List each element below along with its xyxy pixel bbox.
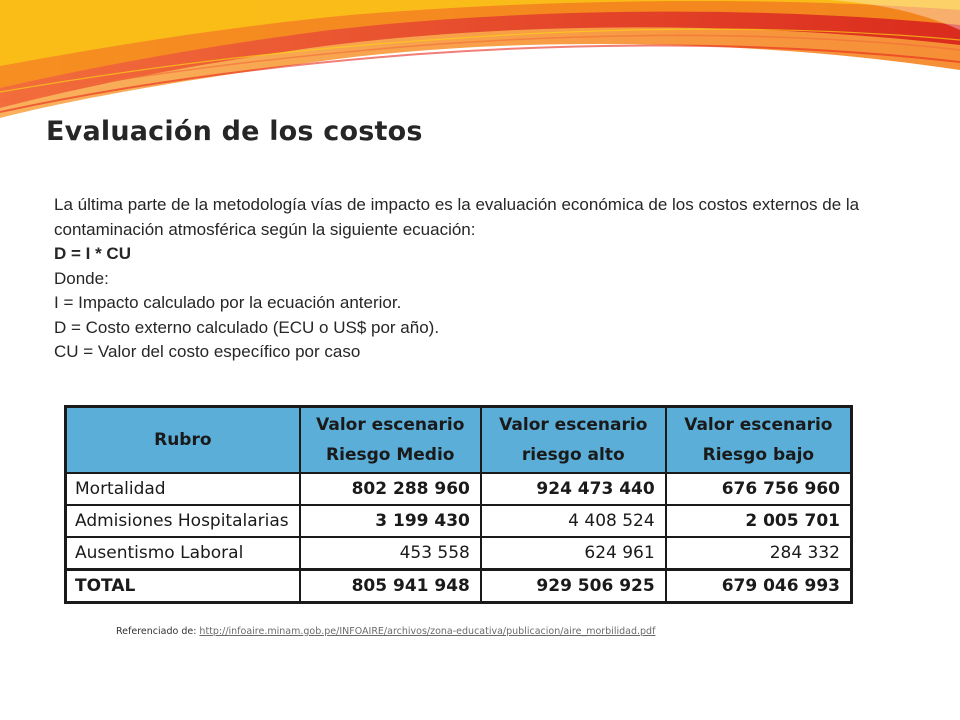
cell-alto: 624 961 bbox=[481, 537, 666, 570]
cost-table bbox=[64, 405, 853, 604]
cell-bajo: 284 332 bbox=[666, 537, 852, 570]
cell-rubro: Ausentismo Laboral bbox=[66, 537, 300, 570]
table-total-row bbox=[66, 570, 852, 603]
cell-alto: 924 473 440 bbox=[481, 473, 666, 505]
table-row bbox=[66, 505, 852, 537]
table-row bbox=[66, 473, 852, 505]
cell-medio: 3 199 430 bbox=[300, 505, 481, 537]
reference-label: Referenciado de: bbox=[116, 626, 200, 637]
cell-bajo: 676 756 960 bbox=[666, 473, 852, 505]
reference-note bbox=[116, 626, 655, 637]
cell-rubro: TOTAL bbox=[66, 570, 300, 603]
table-header-row bbox=[66, 407, 852, 474]
header-riesgo-alto: Valor escenario riesgo alto bbox=[481, 407, 666, 474]
header-riesgo-medio: Valor escenario Riesgo Medio bbox=[300, 407, 481, 474]
cell-bajo: 679 046 993 bbox=[666, 570, 852, 603]
equation: D = I * CU bbox=[54, 244, 131, 263]
cell-rubro: Mortalidad bbox=[66, 473, 300, 505]
definition-d: D = Costo externo calculado (ECU o US$ por año). bbox=[54, 317, 440, 337]
cell-medio: 805 941 948 bbox=[300, 570, 481, 603]
header-rubro: Rubro bbox=[66, 407, 300, 474]
decorative-flame-banner bbox=[0, 0, 960, 120]
definition-i: I = Impacto calculado por la ecuación anterior. bbox=[54, 293, 402, 312]
header-riesgo-bajo: Valor escenario Riesgo bajo bbox=[666, 407, 852, 474]
intro-paragraph: La última parte de la metodología vías de impacto es la evaluación económica de los costos externos de la contaminación atmosférica según la siguiente ecuación: bbox=[54, 195, 860, 239]
reference-link[interactable]: http://infoaire.minam.gob.pe/INFOAIRE/archivos/zona-educativa/publicacion/aire_morbilidad.pdf bbox=[199, 626, 656, 637]
table-row bbox=[66, 537, 852, 570]
cell-alto: 4 408 524 bbox=[481, 505, 666, 537]
cell-medio: 453 558 bbox=[300, 537, 481, 570]
cell-medio: 802 288 960 bbox=[300, 473, 481, 505]
donde-label: Donde: bbox=[54, 268, 109, 288]
cell-bajo: 2 005 701 bbox=[666, 505, 852, 537]
definition-cu: CU = Valor del costo específico por caso bbox=[54, 342, 361, 361]
cell-rubro: Admisiones Hospitalarias bbox=[66, 505, 300, 537]
body-text bbox=[54, 193, 874, 365]
cell-alto: 929 506 925 bbox=[481, 570, 666, 603]
page-title: Evaluación de los costos bbox=[46, 116, 423, 147]
